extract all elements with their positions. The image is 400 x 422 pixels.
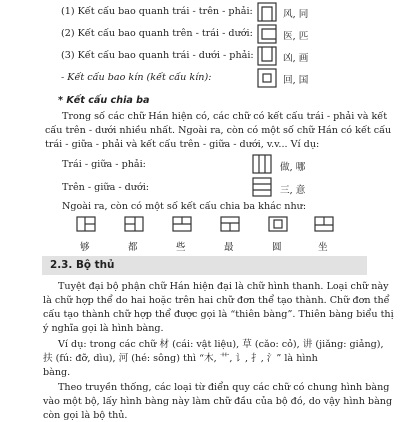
structure-chars: 医, 匹 (283, 31, 309, 42)
structure-enclosed-split-icon (268, 216, 288, 232)
example-chars: 做, 哪 (280, 162, 306, 173)
paragraph-line: còn gọi là bộ thủ. (43, 410, 128, 421)
paragraph-line: Ngoài ra, còn có một số kết cấu chia ba khác như: (62, 201, 307, 212)
structure-chars: 凶, 画 (283, 53, 309, 64)
structure-label: (2) Kết cấu bao quanh trên - trái - dưới: (61, 28, 253, 39)
example-chars: 三, 意 (280, 185, 306, 196)
paragraph-line: bàng. (43, 367, 71, 378)
structure-bottom-enclosed-icon (257, 46, 277, 66)
structure-sides-over-bottom-icon (314, 216, 334, 232)
paragraph-line: cấu trên - dưới nhiều nhất. Ngoài ra, còn có một số chữ Hán có kết cấu (45, 125, 392, 136)
paragraph-line: Trong số các chữ Hán hiện có, các chữ có kết cấu trái - phải và kết (62, 111, 388, 122)
structure-top-middle-bottom-icon (252, 177, 272, 197)
other-char-4: 最 (224, 242, 234, 253)
other-char-5: 圆 (272, 242, 282, 253)
paragraph-line: cấu tạo thành chữ hợp thể được gọi là “thiên bàng”. Thiên bàng biểu thị (43, 309, 394, 320)
paragraph-line: là chữ hợp thể do hai hoặc trên hai chữ đơn thể tạo thành. Chữ đơn thể (43, 295, 390, 306)
structure-label: (1) Kết cấu bao quanh trái - trên - phải: (61, 6, 253, 17)
paragraph-line: Theo truyền thống, các loại từ điển quy các chữ có chung hình bàng (58, 382, 390, 393)
paragraph-line: ý nghĩa gọi là hình bàng. (43, 323, 164, 334)
structure-top-bottom-split-icon (220, 216, 240, 232)
structure-chars: 回, 国 (283, 75, 309, 86)
other-char-3: 些 (176, 242, 186, 253)
other-char-6: 坐 (318, 242, 328, 253)
structure-left-right-split-icon (124, 216, 144, 232)
structure-chars: 风, 同 (283, 9, 309, 20)
example-label: Trái - giữa - phải: (62, 159, 146, 170)
structure-label: (3) Kết cấu bao quanh trái - dưới - phải: (61, 50, 254, 61)
paragraph-line: trái - giữa - phải và kết cấu trên - giữa - dưới, v.v... Ví dụ: (45, 139, 320, 150)
structure-left-middle-right-icon (252, 154, 272, 174)
section-name: Bộ thủ (75, 259, 115, 271)
example-label: Trên - giữa - dưới: (62, 182, 150, 193)
section-number: 2.3. (50, 259, 73, 271)
structure-left-split-right-icon (76, 216, 96, 232)
paragraph-line: Tuyệt đại bộ phận chữ Hán hiện đại là chữ hình thanh. Loại chữ này (58, 281, 389, 292)
three-part-heading: * Kết cấu chia ba (58, 95, 150, 106)
paragraph-line: vào một bộ, lấy hình bàng này làm chữ đầu của bộ đó, do vậy hình bàng (43, 396, 393, 407)
other-char-2: 都 (128, 242, 138, 253)
other-char-1: 够 (80, 242, 90, 253)
structure-label: - Kết cấu bao kín (kết cấu kín): (61, 72, 212, 83)
paragraph-line: 扶 (fú: đỡ, dìu), 河 (hé: sông) thì “木, 艹, 讠, 扌, 氵” là hình (43, 353, 318, 364)
structure-top-enclosed-icon (257, 2, 277, 22)
structure-top-split-bottom-icon (172, 216, 192, 232)
structure-full-enclosed-icon (257, 68, 277, 88)
structure-left-enclosed-icon (257, 24, 277, 44)
paragraph-line: Ví dụ: trong các chữ 材 (cái: vật liệu), 草 (cǎo: cỏ), 讲 (jiǎng: giảng), (58, 339, 384, 350)
section-title (50, 259, 114, 271)
